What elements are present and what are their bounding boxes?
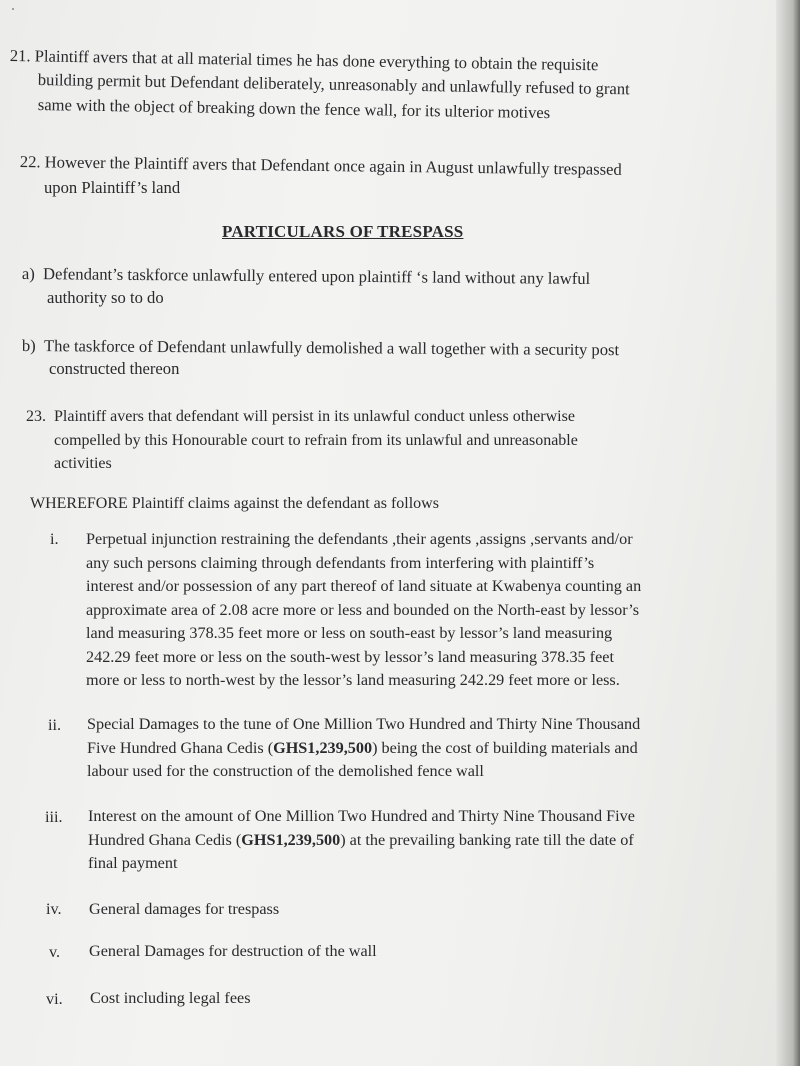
paragraph-number: 21. (9, 45, 31, 66)
particular-b-line-2: constructed thereon (49, 359, 180, 378)
particular-label: b) (21, 335, 36, 356)
paragraph-22: 22. However the Plaintiff avers that Defendant once again in August unlawfully trespassed (19, 151, 622, 179)
claim-numeral: iii. (45, 808, 63, 826)
claim-numeral: ii. (48, 716, 62, 734)
particular-a: a) Defendant’s taskforce unlawfully entered upon plaintiff ‘s land without any lawful (21, 263, 591, 288)
paragraph-21-line-2: building permit but Defendant deliberately, unreasonably and unlawfully refused to grant (37, 69, 630, 99)
claim-v-text: General Damages for destruction of the wall (89, 942, 377, 960)
particular-a-line-2: authority so to do (47, 288, 164, 307)
paragraph-21-line-3: same with the object of breaking down the fence wall, for its ulterior motives (37, 94, 551, 123)
paragraph-line: Plaintiff avers that at all material times he has done everything to obtain the requisite (34, 46, 599, 75)
amount-figure: GHS1,239,500 (241, 830, 341, 849)
particulars-heading: PARTICULARS OF TRESPASS (222, 222, 464, 241)
claim-vi-text: Cost including legal fees (90, 989, 251, 1007)
page-edge-shadow (776, 0, 800, 1066)
paragraph-23-line-2: compelled by this Honourable court to refrain from its unlawful and unreasonable (54, 432, 578, 449)
claim-numeral: vi. (46, 990, 63, 1008)
claim-i-text: Perpetual injunction restraining the defendants ,their agents ,assigns ,servants and/or any such persons claiming through defendants from interfering with plaintiff’s interest and/or possession of any part thereof of land situate at Kwabenya counting an approximate area of 2.08 acre more or less and bounded on the North-east by lessor’s land measuring 378.35 feet more or less on south-east by lessor’s land measuring 242.29 feet more or less on the south-west by lessor’s land measuring 378.35 feet more or less to north-west by the lessor’s land measuring 242.29 feet more or less. (86, 530, 642, 689)
claim-ii-text: Special Damages to the tune of One Million Two Hundred and Thirty Nine Thousand Five Hundred Ghana Cedis (GHS1,239,500) being the cost of building materials and labour used for the construction of the demolished fence wall (87, 715, 641, 780)
paragraph-number: 23. (26, 408, 46, 425)
paragraph-23: 23. Plaintiff avers that defendant will persist in its unlawful conduct unless otherwise (26, 408, 575, 425)
claim-numeral: i. (50, 530, 59, 548)
paragraph-23-line-3: activities (54, 455, 112, 472)
amount-figure: GHS1,239,500 (273, 738, 373, 757)
claim-numeral: iv. (46, 900, 62, 918)
particular-label: a) (21, 263, 35, 284)
claim-iv-text: General damages for trespass (89, 900, 280, 918)
speck-mark (12, 8, 14, 10)
particular-b: b) The taskforce of Defendant unlawfully demolished a wall together with a security post (21, 335, 620, 360)
paragraph-22-line-2: upon Plaintiff’s land (44, 178, 181, 197)
claim-numeral: v. (49, 943, 61, 961)
wherefore-clause: WHEREFORE Plaintiff claims against the defendant as follows (30, 495, 439, 512)
claim-iii-text: Interest on the amount of One Million Two Hundred and Thirty Nine Thousand Five Hundred Ghana Cedis (GHS1,239,500) at the prevailing banking rate till the date of final payment (88, 807, 635, 872)
paragraph-number: 22. (19, 151, 41, 172)
